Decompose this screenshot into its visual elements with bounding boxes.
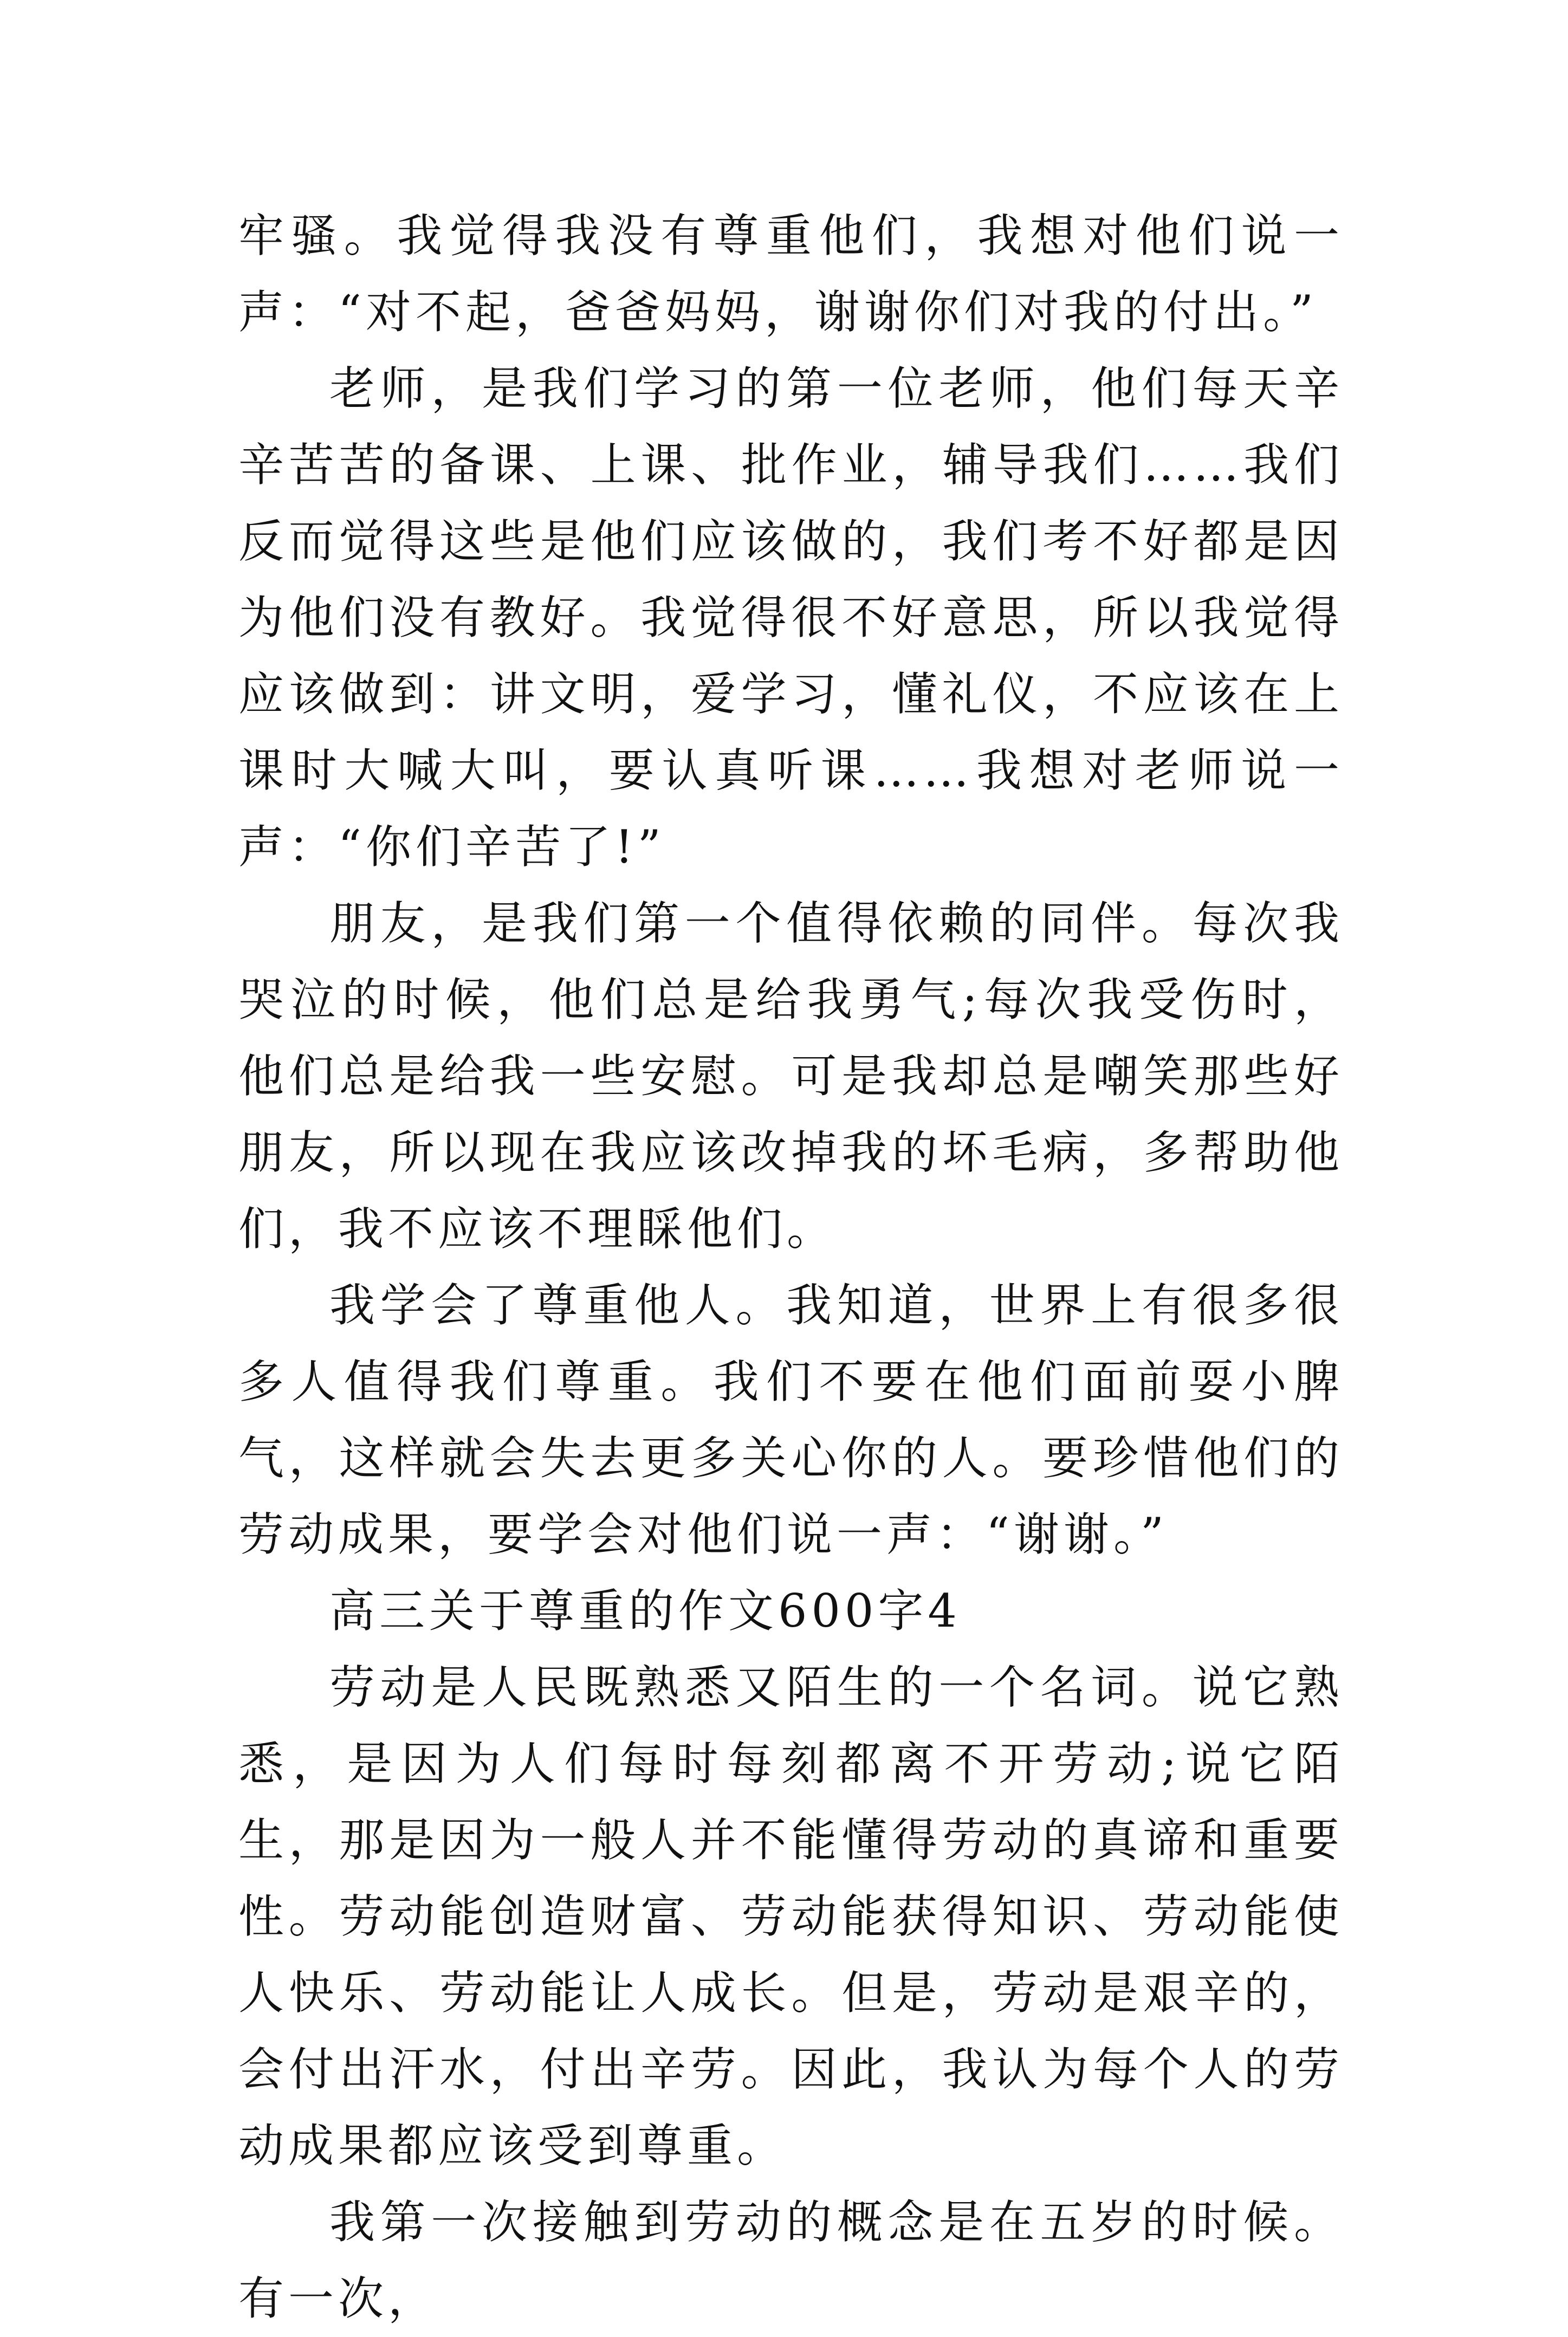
paragraph-3: 朋友，是我们第一个值得依赖的同伴。每次我哭泣的时候，他们总是给我勇气;每次我受伤时，他们总是给我一些安慰。可是我却总是嘲笑那些好朋友，所以现在我应该改掉我的坏毛病，多帮助他们，我不应该不理睬他们。 xyxy=(238,897,1344,1255)
section-heading: 高三关于尊重的作文600字4 xyxy=(329,1584,961,1637)
paragraph-4: 我学会了尊重他人。我知道，世界上有很多很多人值得我们尊重。我们不要在他们面前耍小脾气，这样就会失去更多关心你的人。要珍惜他们的劳动成果，要学会对他们说一声：“谢谢。” xyxy=(238,1279,1344,1561)
paragraph-2: 老师，是我们学习的第一位老师，他们每天辛辛苦苦的备课、上课、批作业，辅导我们……我们反而觉得这些是他们应该做的，我们考不好都是因为他们没有教好。我觉得很不好意思，所以我觉得应该做到：讲文明，爱学习，懂礼仪，不应该在上课时大喊大叫，要认真听课……我想对老师说一声：“你们辛苦了!” xyxy=(238,362,1344,873)
paragraph-6: 我第一次接触到劳动的概念是在五岁的时候。有一次， xyxy=(238,2196,1344,2325)
paragraph-5: 劳动是人民既熟悉又陌生的一个名词。说它熟悉，是因为人们每时每刻都离不开劳动;说它陌生，那是因为一般人并不能懂得劳动的真谛和重要性。劳动能创造财富、劳动能获得知识、劳动能使人快乐、劳动能让人成长。但是，劳动是艰辛的，会付出汗水，付出辛劳。因此，我认为每个人的劳动成果都应该受到尊重。 xyxy=(238,1661,1344,2172)
document-body xyxy=(238,198,1344,2337)
paragraph-1: 牢骚。我觉得我没有尊重他们，我想对他们说一声：“对不起，爸爸妈妈，谢谢你们对我的付出。” xyxy=(238,209,1344,339)
